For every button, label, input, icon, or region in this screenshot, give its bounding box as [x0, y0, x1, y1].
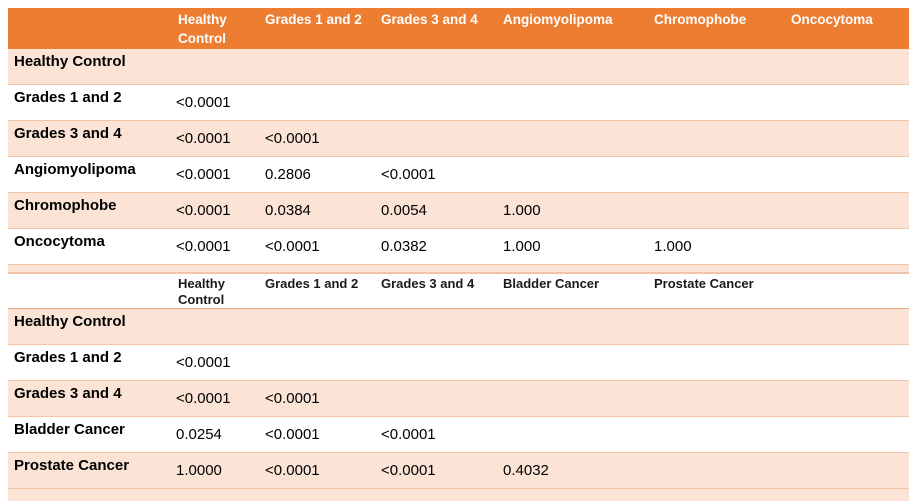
p-value-cell: [648, 49, 785, 84]
table2-header-cell: Prostate Cancer: [654, 276, 754, 291]
p-value-cell: [648, 157, 785, 192]
p-value-cell: [375, 49, 497, 84]
p-value-cell: [259, 49, 375, 84]
p-value-cell: <0.0001: [381, 426, 436, 443]
p-value-cell: 0.4032: [503, 462, 549, 479]
row-label: Grades 3 and 4: [14, 125, 122, 142]
p-value-cell: 1.000: [503, 238, 541, 255]
table2-header-cell: [785, 274, 909, 308]
p-value-cell: [259, 345, 375, 380]
p-value-cell: [785, 381, 909, 416]
p-value-cell: [170, 309, 259, 344]
p-value-cell: [170, 49, 259, 84]
p-value-cell: [785, 49, 909, 84]
p-value-cell: [648, 309, 785, 344]
p-value-cell: [375, 121, 497, 156]
table-row: [8, 229, 909, 265]
p-value-cell: <0.0001: [265, 390, 320, 407]
table1-header-cell: Oncocytoma: [791, 12, 873, 27]
table1-header-row: [8, 8, 909, 49]
table-tail: [8, 489, 909, 501]
p-value-cell: [785, 453, 909, 488]
table2-header-cell: Grades 3 and 4: [381, 276, 475, 291]
p-value-cell: [785, 193, 909, 228]
p-value-cell: [648, 417, 785, 452]
table1-header-cell: Chromophobe: [654, 12, 747, 27]
p-value-cell: <0.0001: [176, 390, 231, 407]
p-value-cell: [785, 229, 909, 264]
p-value-cell: [648, 345, 785, 380]
p-value-cell: <0.0001: [176, 202, 231, 219]
p-value-cell: 0.0384: [265, 202, 311, 219]
p-value-cell: 1.000: [503, 202, 541, 219]
p-value-cell: [785, 157, 909, 192]
p-value-cell: 0.0054: [381, 202, 427, 219]
p-value-cell: [648, 453, 785, 488]
p-value-cell: [375, 309, 497, 344]
row-label: Prostate Cancer: [14, 457, 130, 474]
p-value-cell: <0.0001: [176, 130, 231, 147]
p-value-cell: 1.000: [654, 238, 692, 255]
p-value-cell: [497, 381, 648, 416]
row-label: Healthy Control: [14, 53, 126, 70]
table2-header-cell: [8, 274, 170, 308]
p-value-cell: [375, 345, 497, 380]
p-value-cell: [497, 85, 648, 120]
row-label: Oncocytoma: [14, 233, 105, 250]
p-value-cell: <0.0001: [381, 462, 436, 479]
p-value-cell: <0.0001: [381, 166, 436, 183]
p-value-cell: [648, 85, 785, 120]
row-label: Angiomyolipoma: [14, 161, 136, 178]
p-value-cell: [497, 309, 648, 344]
p-value-cell: <0.0001: [265, 426, 320, 443]
row-label: Grades 1 and 2: [14, 349, 122, 366]
p-value-cell: 1.0000: [176, 462, 222, 479]
p-value-cell: [497, 417, 648, 452]
row-label: Chromophobe: [14, 197, 117, 214]
row-label: Grades 1 and 2: [14, 89, 122, 106]
p-value-cell: [785, 309, 909, 344]
row-label: Bladder Cancer: [14, 421, 125, 438]
p-value-cell: <0.0001: [265, 238, 320, 255]
p-value-cell: [785, 345, 909, 380]
p-value-cell: [497, 121, 648, 156]
table1-header-cell: Grades 3 and 4: [381, 12, 478, 27]
p-value-cell: [497, 49, 648, 84]
table1-header-cell: Grades 1 and 2: [265, 12, 362, 27]
p-value-cell: <0.0001: [176, 166, 231, 183]
p-value-cell: [648, 381, 785, 416]
p-value-cell: [785, 85, 909, 120]
table-row: [8, 453, 909, 489]
table2-header-cell: Healthy Control: [178, 276, 225, 307]
p-value-cell: [648, 193, 785, 228]
p-value-cell: <0.0001: [176, 94, 231, 111]
p-value-cell: <0.0001: [265, 462, 320, 479]
p-value-cell: <0.0001: [176, 238, 231, 255]
table2-body: [8, 309, 909, 489]
p-value-cell: [785, 417, 909, 452]
table2-header-cell: Bladder Cancer: [503, 276, 600, 291]
table1-header-cell: Healthy Control: [178, 12, 227, 46]
table1-body: [8, 49, 909, 265]
row-label: Healthy Control: [14, 313, 126, 330]
p-value-cell: <0.0001: [265, 130, 320, 147]
p-value-cell: <0.0001: [176, 354, 231, 371]
table1-header-cell: Angiomyolipoma: [503, 12, 613, 27]
comparison-tables: [8, 8, 909, 501]
table1-header-cell: [8, 8, 170, 49]
p-value-cell: [785, 121, 909, 156]
p-value-cell: [375, 85, 497, 120]
row-label: Grades 3 and 4: [14, 385, 122, 402]
p-value-cell: [259, 85, 375, 120]
p-value-cell: [375, 381, 497, 416]
p-value-cell: 0.0382: [381, 238, 427, 255]
table-separator: [8, 265, 909, 273]
p-value-cell: 0.0254: [176, 426, 222, 443]
p-value-cell: [497, 157, 648, 192]
p-value-cell: 0.2806: [265, 166, 311, 183]
p-value-cell: [259, 309, 375, 344]
p-value-cell: [648, 121, 785, 156]
p-value-cell: [497, 345, 648, 380]
table2-header-cell: Grades 1 and 2: [265, 276, 359, 291]
